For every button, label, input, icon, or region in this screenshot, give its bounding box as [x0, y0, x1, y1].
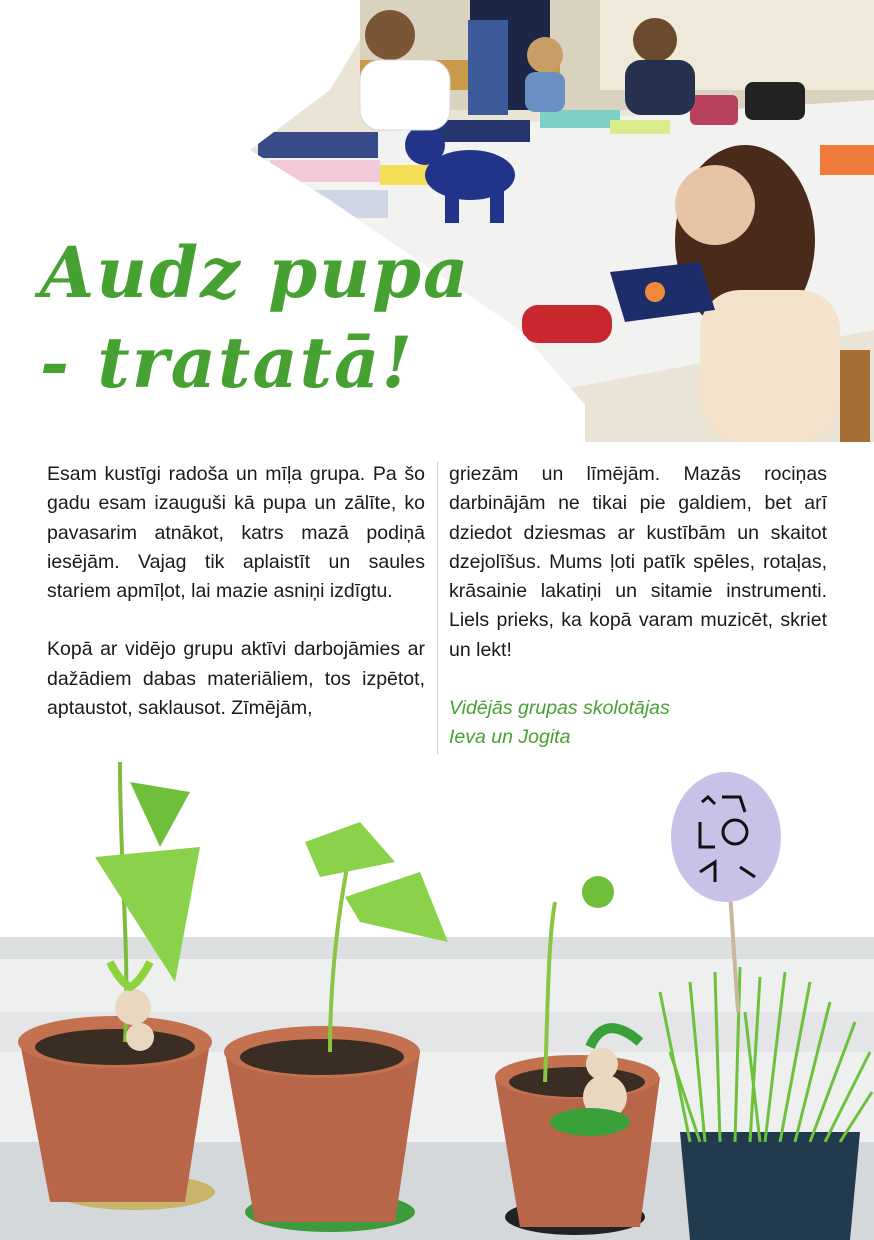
title-line-1: Audz pupa	[40, 231, 471, 314]
article-column-left	[47, 460, 425, 723]
signature	[449, 694, 827, 753]
plant-pots-photo	[0, 752, 874, 1240]
article-column-right	[449, 460, 827, 753]
title-line-2: - tratatā!	[40, 321, 415, 404]
signature-line-2: Ieva un Jogita	[449, 726, 571, 749]
page-title	[40, 228, 470, 408]
paragraph-1: Esam kustīgi radoša un mīļa grupa. Pa šo gadu esam izauguši kā pupa un zālīte, ko pavasarim atnākot, katrs mazā podiņā iesējām. Vajag tik aplaistīt un saules stariem apmīļot, lai mazie asniņi izdīgtu.	[47, 463, 425, 603]
paragraph-2: Kopā ar vidējo grupu aktīvi darbojāmies ar dažādiem dabas materiāliem, tos izpētot, aptaustot, saklausot. Zīmējām,	[47, 638, 425, 720]
signature-line-1: Vidējās grupas skolotājas	[449, 697, 670, 720]
paragraph-3: griezām un līmējām. Mazās rociņas darbinājām ne tikai pie galdiem, bet arī dziedot dziesmas ar kustībām un skaitot dzejolīšus. Mums ļoti patīk spēles, rotaļas, krāsainie lakatiņi un sitamie instrumenti. Liels prieks, ka kopā varam muzicēt, skriet un lekt!	[449, 463, 827, 661]
column-divider	[437, 462, 438, 754]
